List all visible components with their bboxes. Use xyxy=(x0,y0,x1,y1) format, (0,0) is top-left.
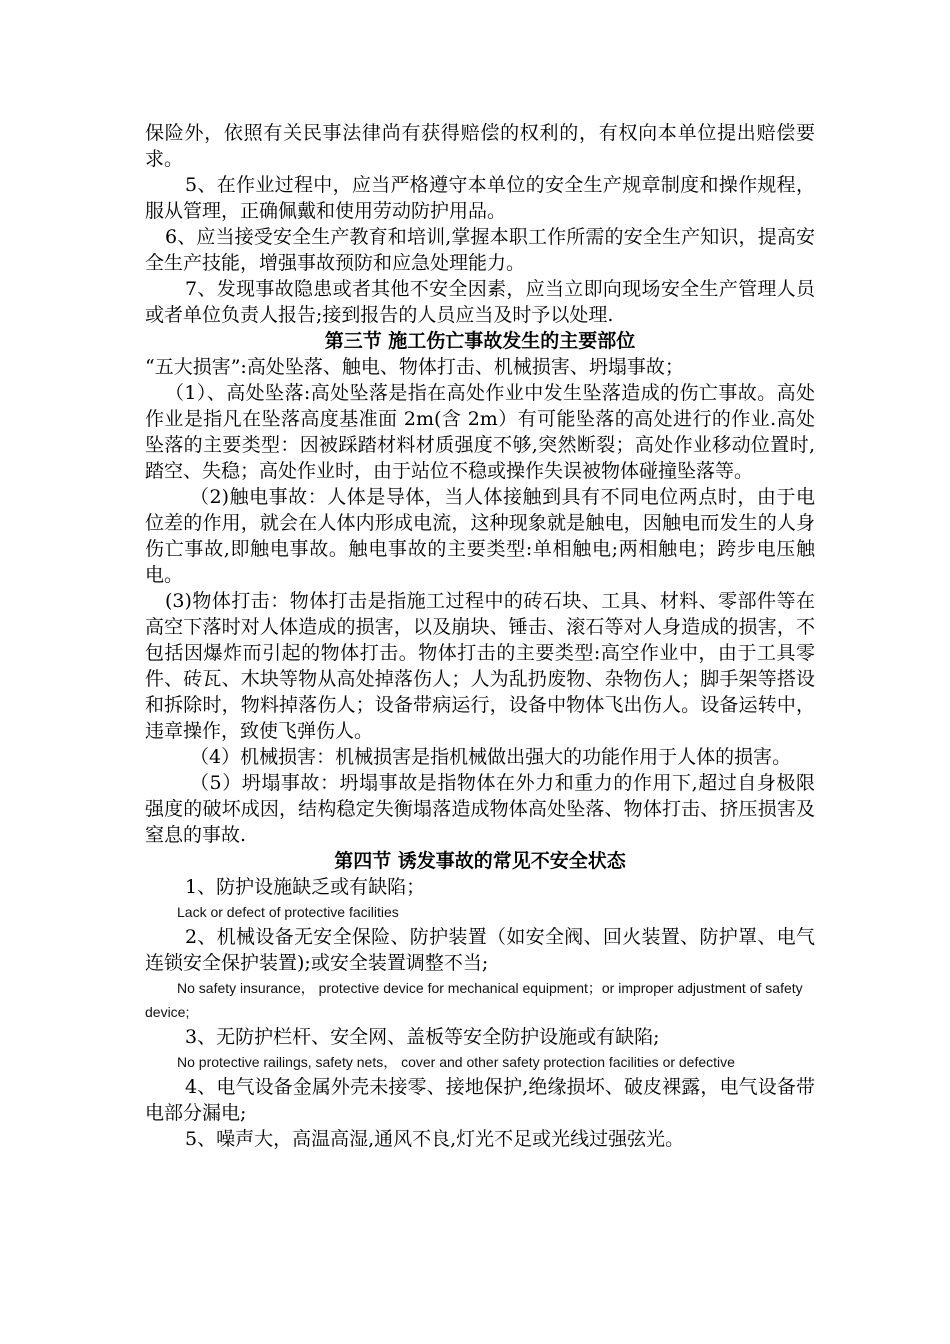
section-heading-4: 第四节 诱发事故的常见不安全状态 xyxy=(334,850,626,872)
unsafe-state-4-zh: 4、电气设备金属外壳未接零、接地保护,绝缘损坏、破皮裸露，电气设备带电部分漏电; xyxy=(145,1076,815,1124)
section-heading-3: 第三节 施工伤亡事故发生的主要部位 xyxy=(324,330,636,352)
unsafe-state-2-en: No safety insurance， protective device for mechanical equipment；or improper adjustment of safety device; xyxy=(145,980,803,1020)
paragraph-mechanical-injury: （4）机械损害：机械损害是指机械做出强大的功能作用于人体的损害。 xyxy=(190,746,792,768)
unsafe-state-1-zh: 1、防护设施缺乏或有缺陷； xyxy=(185,876,426,898)
paragraph-collapse: （5）坍塌事故：坍塌事故是指物体在外力和重力的作用下,超过自身极限强度的破坏成因，结构稳定失衡塌落造成物体高处坠落、物体打击、挤压损害及窒息的事故. xyxy=(145,772,815,846)
unsafe-state-3-en: No protective railings, safety nets， cover and other safety protection facilities or defective xyxy=(177,1054,735,1070)
paragraph-electric-shock: （2)触电事故：人体是导体，当人体接触到具有不同电位两点时，由于电位差的作用，就会在人体内形成电流，这种现象就是触电，因触电而发生的人身伤亡事故,即触电事故。触电事故的主要类型:单相触电;两相触电；跨步电压触电。 xyxy=(145,486,815,586)
unsafe-state-5-zh: 5、噪声大，高温高湿,通风不良,灯光不足或光线过强弦光。 xyxy=(185,1128,685,1150)
unsafe-state-1-en: Lack or defect of protective facilities xyxy=(177,904,399,920)
paragraph-item-6: 6、应当接受安全生产教育和培训,掌握本职工作所需的安全生产知识，提高安全生产技能，增强事故预防和应急处理能力。 xyxy=(145,226,815,274)
paragraph-item-7: 7、发现事故隐患或者其他不安全因素，应当立即向现场安全生产管理人员或者单位负责人报告;接到报告的人员应当及时予以处理. xyxy=(145,278,815,326)
unsafe-state-2-zh: 2、机械设备无安全保险、防护装置（如安全阀、回火装置、防护罩、电气连锁安全保护装置);或安全装置调整不当; xyxy=(145,926,815,974)
paragraph-intro: 保险外，依照有关民事法律尚有获得赔偿的权利的，有权向本单位提出赔偿要求。 xyxy=(145,122,815,170)
paragraph-item-5: 5、在作业过程中，应当严格遵守本单位的安全生产规章制度和操作规程，服从管理，正确佩戴和使用劳动防护用品。 xyxy=(145,174,815,222)
unsafe-state-3-zh: 3、无防护栏杆、安全网、盖板等安全防护设施或有缺陷; xyxy=(185,1026,660,1048)
paragraph-object-strike: (3)物体打击：物体打击是指施工过程中的砖石块、工具、材料、零部件等在高空下落时对人体造成的损害，以及崩块、锤击、滚石等对人身造成的损害，不包括因爆炸而引起的物体打击。物体打击的主要类型:高空作业中，由于工具零件、砖瓦、木块等物从高处掉落伤人；人为乱扔废物、杂物伤人；脚手架等搭设和拆除时，物料掉落伤人；设备带病运行，设备中物体飞出伤人。设备运转中，违章操作，致使飞弹伤人。 xyxy=(145,590,815,742)
document-page xyxy=(145,120,815,1152)
paragraph-fall: （1）、高处坠落:高处坠落是指在高处作业中发生坠落造成的伤亡事故。高处作业是指凡在坠落高度基准面 2m(含 2m）有可能坠落的高处进行的作业.高处坠落的主要类型：因被踩踏材料材质强度不够,突然断裂；高处作业移动位置时,踏空、失稳；高处作业时，由于站位不稳或操作失误被物体碰撞坠落等。 xyxy=(145,382,815,482)
paragraph-five-harms: “五大损害”:高处坠落、触电、物体打击、机械损害、坍塌事故； xyxy=(145,356,684,378)
